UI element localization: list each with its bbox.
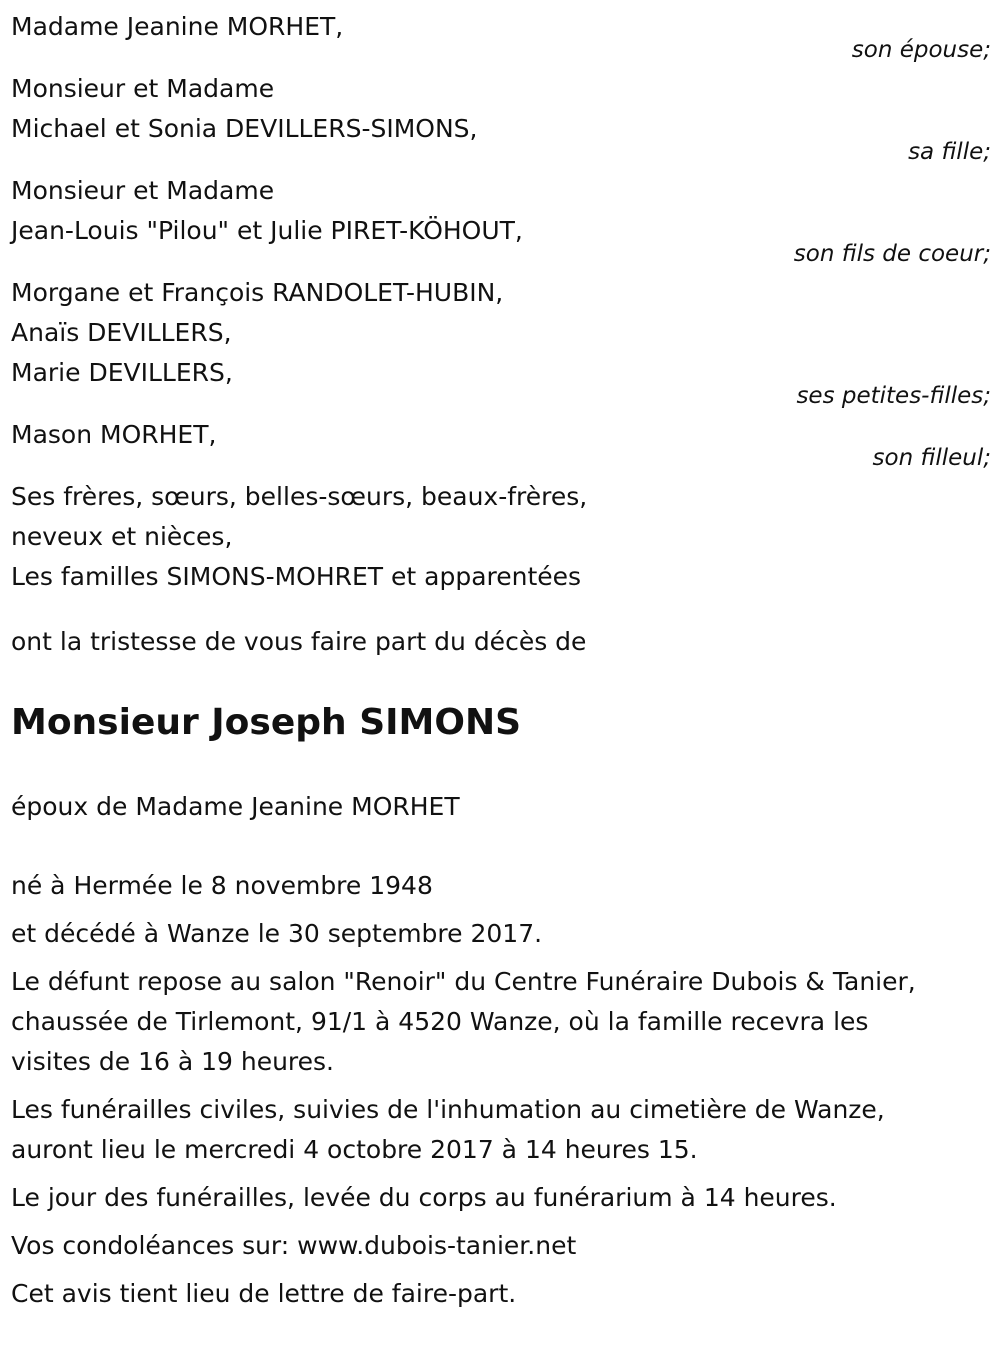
family-line: Marie DEVILLERS, [11,358,233,387]
paragraph-line: visites de 16 à 19 heures. [11,1047,334,1076]
family-line: Ses frères, sœurs, belles-sœurs, beaux-frères, [11,482,588,511]
family-group-granddaughters [11,273,991,408]
paragraph-line: Les funérailles civiles, suivies de l'inhumation au cimetière de Wanze, [11,1095,885,1124]
paragraph-closing [11,1274,991,1314]
family-line: Monsieur et Madame [11,176,275,205]
family-line: Jean-Louis "Pilou" et Julie PIRET-KÖHOUT, [11,216,523,245]
deceased-name: Monsieur Joseph SIMONS [11,702,521,743]
family-group-son-of-heart [11,171,991,266]
paragraph-funeral [11,1090,991,1170]
family-role: son fils de coeur; [793,241,991,267]
paragraph-departure [11,1178,991,1218]
paragraph-line: Le défunt repose au salon "Renoir" du Centre Funéraire Dubois & Tanier, [11,967,916,996]
family-line: Madame Jeanine MORHET, [11,12,344,41]
birth-line: né à Hermée le 8 novembre 1948 [11,871,433,900]
family-group-relatives [11,477,991,597]
paragraph-line: auront lieu le mercredi 4 octobre 2017 à 14 heures 15. [11,1135,698,1164]
family-group-godson [11,415,991,470]
family-group-spouse [11,7,991,62]
paragraph-line: Le jour des funérailles, levée du corps au funérarium à 14 heures. [11,1183,837,1212]
family-role: ses petites-filles; [796,383,991,409]
family-line: Mason MORHET, [11,420,217,449]
family-line: Anaïs DEVILLERS, [11,318,232,347]
condolences-link-text: Vos condoléances sur: www.dubois-tanier.net [11,1231,577,1260]
family-role: sa fille; [908,139,991,165]
announcement-text: ont la tristesse de vous faire part du décès de [11,627,587,656]
family-line: neveux et nièces, [11,522,233,551]
family-line: Michael et Sonia DEVILLERS-SIMONS, [11,114,478,143]
family-role: son épouse; [851,37,991,63]
family-line: Monsieur et Madame [11,74,275,103]
death-line: et décédé à Wanze le 30 septembre 2017. [11,919,543,948]
paragraph-condolences [11,1226,991,1266]
paragraph-wake [11,962,991,1082]
paragraph-line: chaussée de Tirlemont, 91/1 à 4520 Wanze, où la famille recevra les [11,1007,869,1036]
death-notice [11,7,991,1314]
family-line: Les familles SIMONS-MOHRET et apparentées [11,562,582,591]
family-line: Morgane et François RANDOLET-HUBIN, [11,278,504,307]
family-group-daughter [11,69,991,164]
family-role: son filleul; [872,445,991,471]
paragraph-line: Cet avis tient lieu de lettre de faire-part. [11,1279,517,1308]
spouse-line: époux de Madame Jeanine MORHET [11,792,460,821]
